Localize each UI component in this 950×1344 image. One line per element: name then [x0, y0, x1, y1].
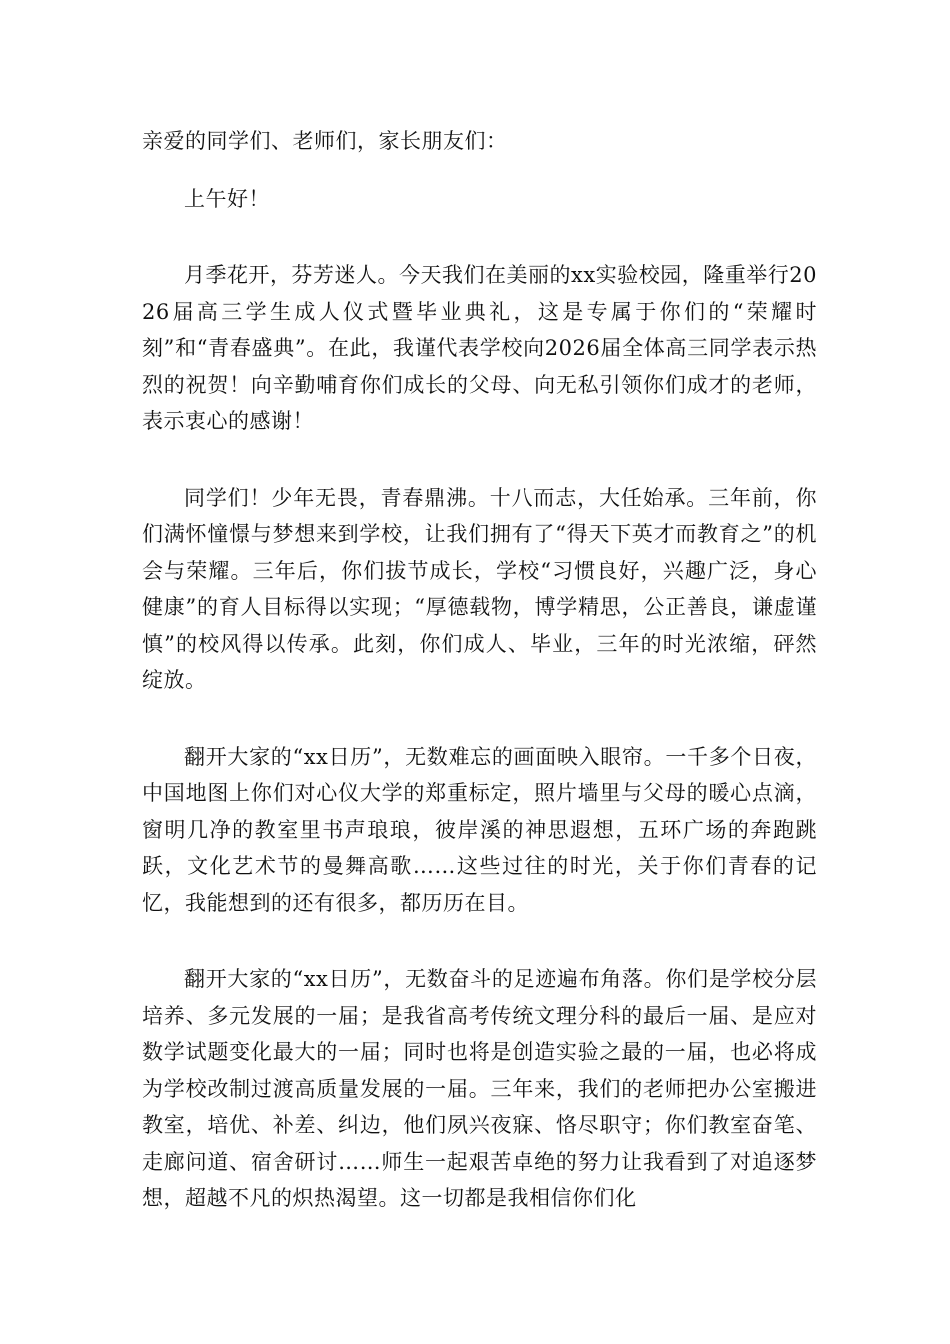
document-body [142, 123, 817, 1217]
paragraph-youth: 同学们！少年无畏，青春鼎沸。十八而志，大任始承。三年前，你们满怀憧憬与梦想来到学校，让我们拥有了“得天下英才而教育之”的机会与荣耀。三年后，你们拔节成长，学校“习惯良好，兴趣广泛，身心健康”的育人目标得以实现；“厚德载物，博学精思，公正善良，谦虚谨慎”的校风得以传承。此刻，你们成人、毕业，三年的时光浓缩，砰然绽放。 [142, 485, 817, 692]
paragraph-struggle: 翻开大家的“xx日历”，无数奋斗的足迹遍布角落。你们是学校分层培养、多元发展的一届；是我省高考传统文理分科的最后一届、是应对数学试题变化最大的一届；同时也将是创造实验之最的一届，也必将成为学校改制过渡高质量发展的一届。三年来，我们的老师把办公室搬进教室，培优、补差、纠边，他们夙兴夜寐、恪尽职守；你们教室奋笔、走廊问道、宿舍研讨……师生一起艰苦卓绝的努力让我看到了对追逐梦想，超越不凡的炽热渴望。这一切都是我相信你们化 [142, 967, 817, 1210]
greeting: 上午好！ [184, 187, 270, 211]
paragraph-memories: 翻开大家的“xx日历”，无数难忘的画面映入眼帘。一千多个日夜，中国地图上你们对心仪大学的郑重标定，照片墙里与父母的暖心点滴，窗明几净的教室里书声琅琅，彼岸溪的神思遐想，五环广场的奔跑跳跃，文化艺术节的曼舞高歌……这些过往的时光，关于你们青春的记忆，我能想到的还有很多，都历历在目。 [142, 744, 817, 915]
salutation: 亲爱的同学们、老师们，家长朋友们： [142, 129, 508, 153]
paragraph-opening: 月季花开，芬芳迷人。今天我们在美丽的xx实验校园，隆重举行2026届高三学生成人仪式暨毕业典礼，这是专属于你们的“荣耀时刻”和“青春盛典”。在此，我谨代表学校向2026届全体高三同学表示热烈的祝贺！向辛勤哺育你们成长的父母、向无私引领你们成才的老师，表示衷心的感谢！ [142, 263, 817, 433]
